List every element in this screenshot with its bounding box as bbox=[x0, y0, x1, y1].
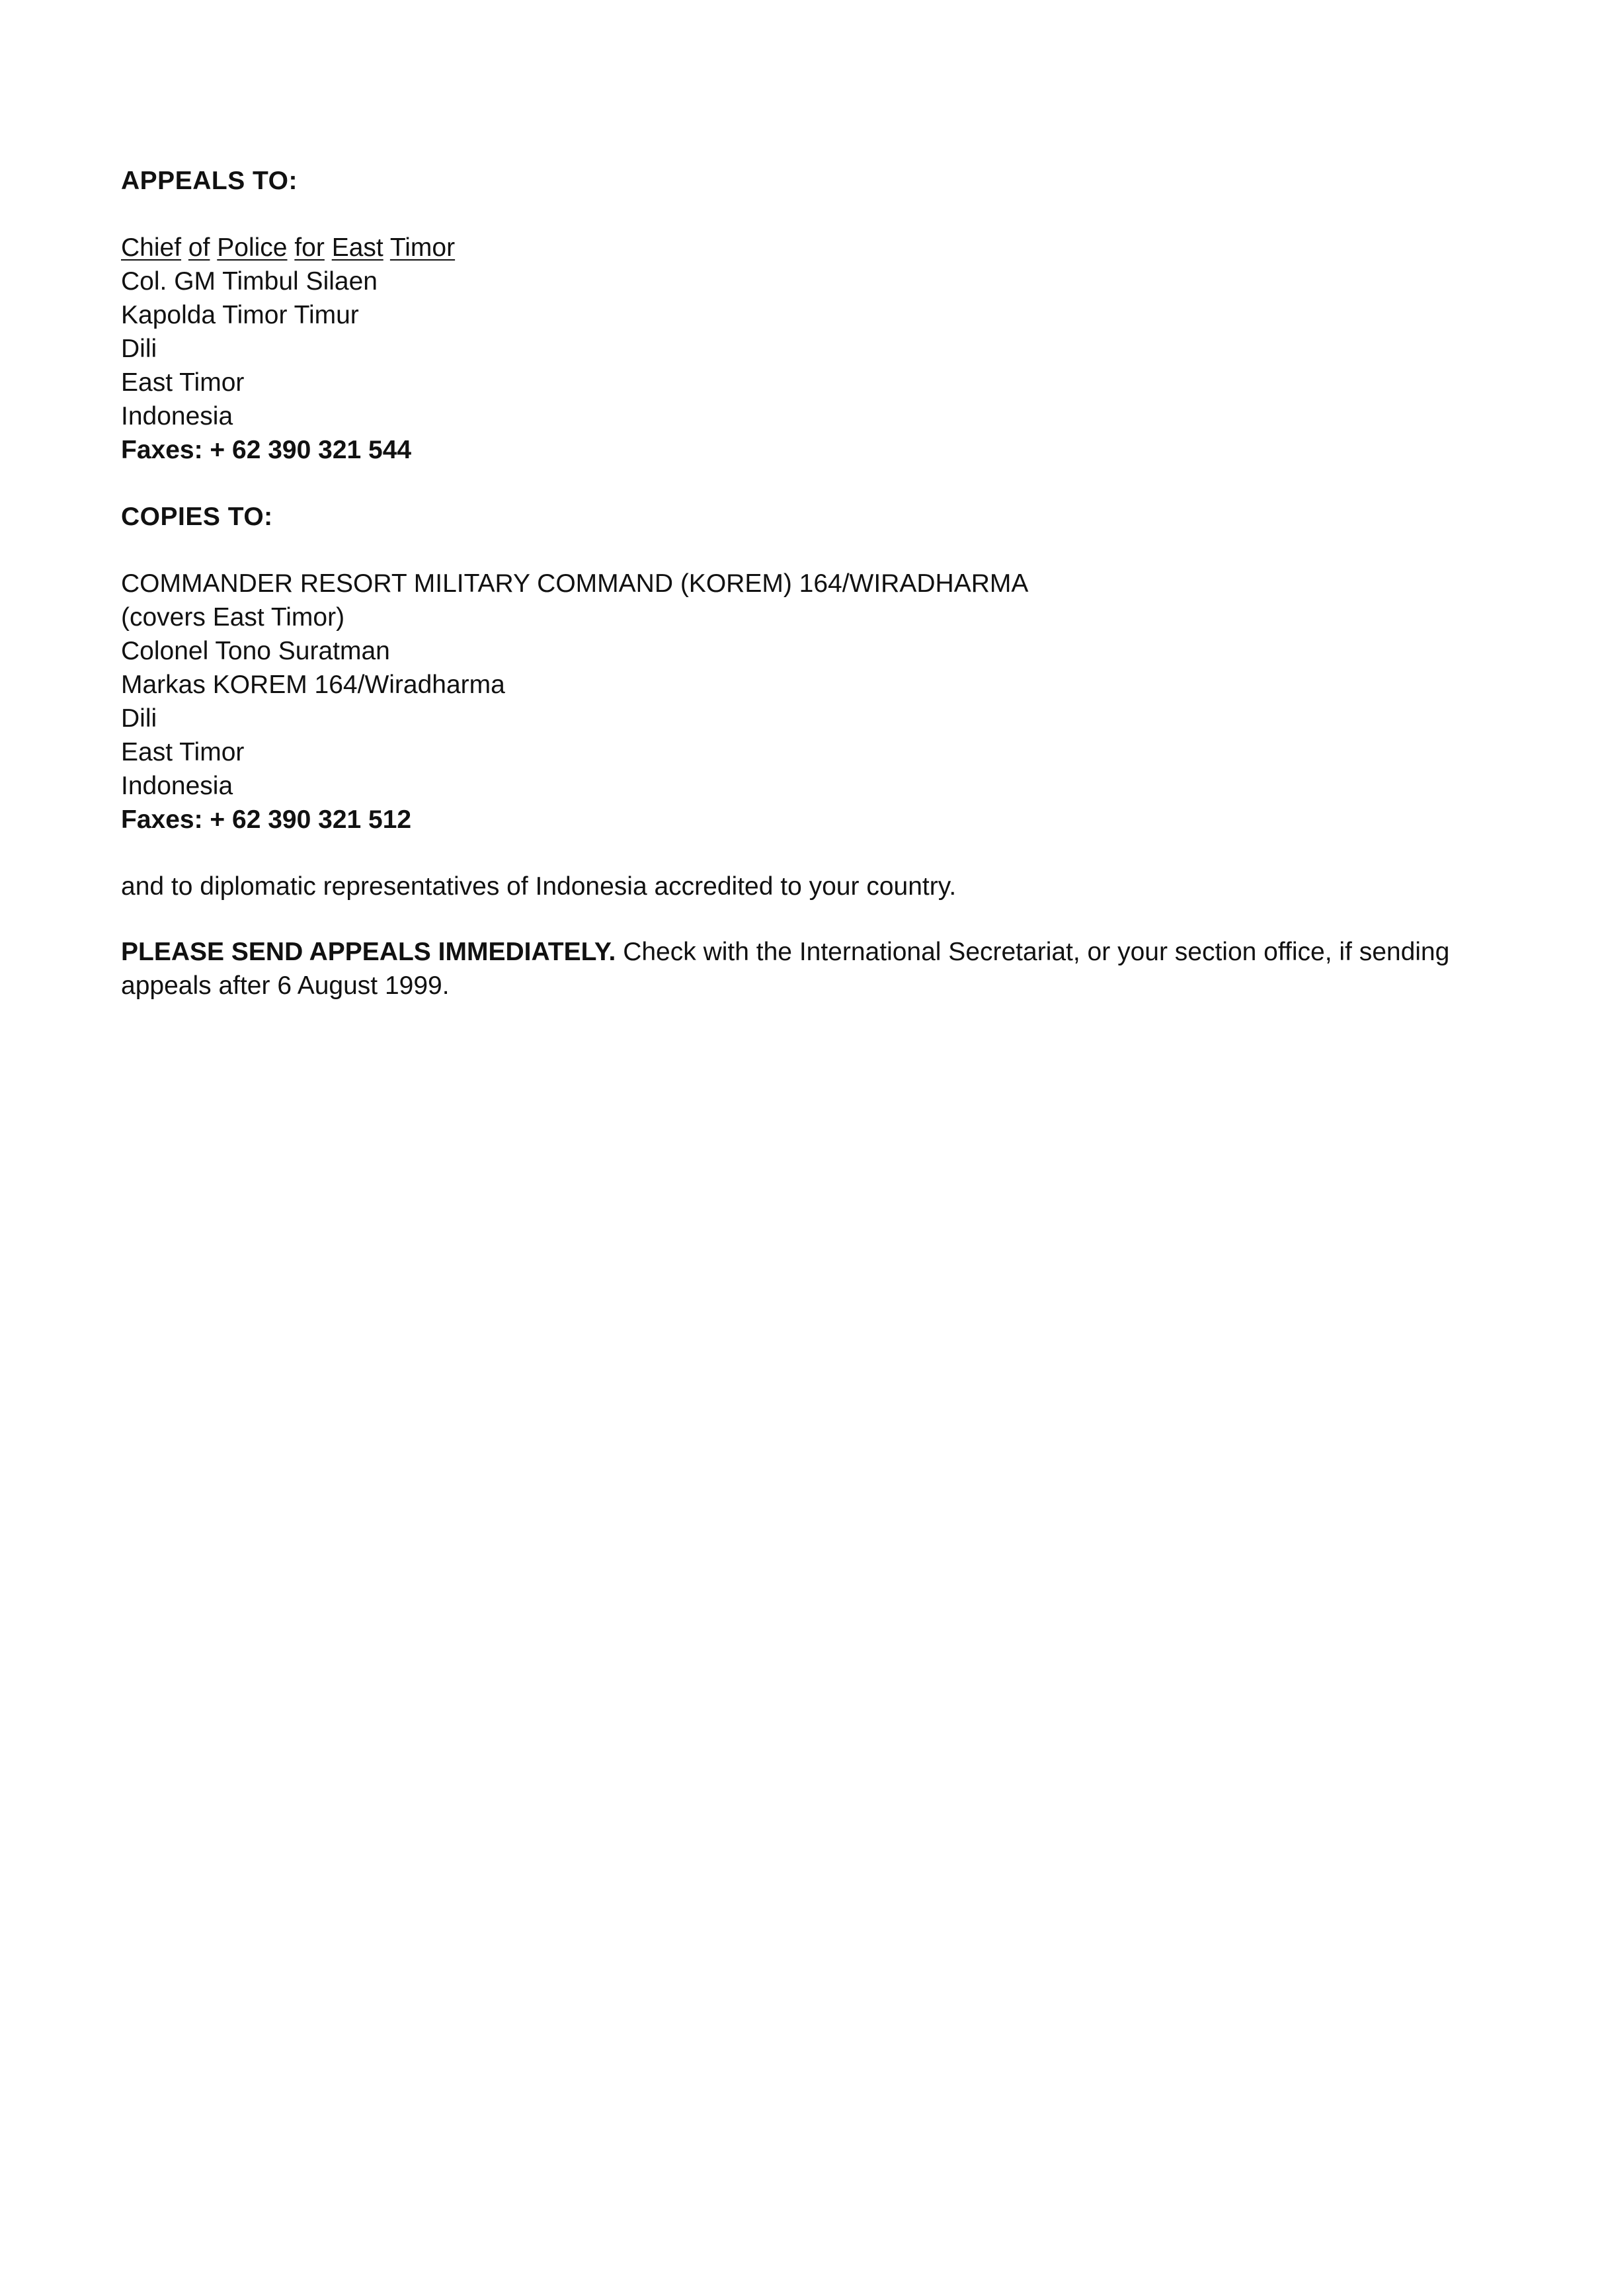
appeals-heading: APPEALS TO: bbox=[121, 167, 298, 195]
fax-number: Faxes: + 62 390 321 544 bbox=[121, 436, 412, 464]
recipient-title: Chief of Police for East Timor bbox=[121, 233, 456, 262]
address-line: COMMANDER RESORT MILITARY COMMAND (KOREM) 164/WIRADHARMA bbox=[121, 569, 1029, 598]
diplomatic-note: and to diplomatic representatives of Indonesia accredited to your country. bbox=[121, 872, 957, 901]
address-line: East Timor bbox=[121, 738, 245, 766]
copies-heading: COPIES TO: bbox=[121, 503, 273, 531]
address-line: Dili bbox=[121, 704, 157, 733]
address-line: Col. GM Timbul Silaen bbox=[121, 267, 378, 296]
address-line: Indonesia bbox=[121, 402, 233, 430]
address-line: Colonel Tono Suratman bbox=[121, 637, 390, 665]
appeals-address-block bbox=[121, 231, 1496, 467]
closing-bold-lead: PLEASE SEND APPEALS IMMEDIATELY. bbox=[121, 938, 616, 966]
address-line: Kapolda Timor Timur bbox=[121, 301, 359, 329]
copies-address-block bbox=[121, 567, 1496, 837]
address-line: (covers East Timor) bbox=[121, 603, 345, 632]
fax-number: Faxes: + 62 390 321 512 bbox=[121, 805, 412, 834]
closing-text: Check with the International Secretariat, or your section office, if sending appeals after 6 August 1999. bbox=[121, 938, 1450, 1000]
address-line: Dili bbox=[121, 335, 157, 363]
document-body bbox=[121, 164, 1496, 1003]
address-line: East Timor bbox=[121, 368, 245, 397]
address-line: Indonesia bbox=[121, 772, 233, 800]
closing-paragraph bbox=[121, 935, 1496, 1003]
address-line: Markas KOREM 164/Wiradharma bbox=[121, 671, 505, 699]
